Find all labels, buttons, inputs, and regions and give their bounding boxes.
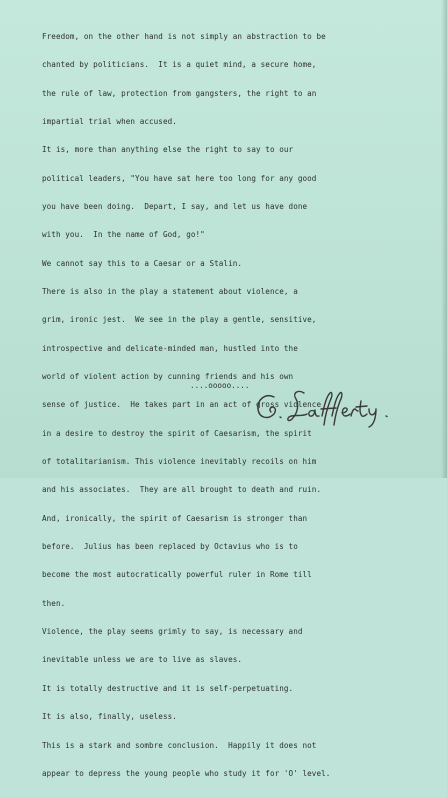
text-line: before. Julius has been replaced by Octavius who is to [42,542,298,552]
text-line: It is, more than anything else the right to say to our [42,145,294,155]
text-line: There is also in the play a statement about violence, a [42,287,298,296]
text-line: political leaders, "You have sat here too long for any good [42,173,317,183]
text-line: It is totally destructive and it is self-perpetuating. [42,683,294,693]
text-line: then. [42,598,66,608]
text-line: sense of justice. He takes part in an act of gross violence [42,400,322,410]
text-line: And, ironically, the spirit of Caesarism is stronger than [42,513,308,523]
text-line: chanted by politicians. It is a quiet mind, a secure home, [42,60,317,70]
text-line: It is also, finally, useless. [42,712,177,722]
text-line: appear to depress the young people who study it for 'O' level. [42,768,331,778]
text-line: impartial trial when accused. [42,116,177,126]
text-line: world of violent action by cunning friends and his own [42,372,294,382]
text-line: inevitable unless we are to live as slaves. [42,655,243,665]
text-line: and his associates. They are all brought to death and ruin. [42,485,322,495]
text-line: grim, ironic jest. We see in the play a gentle, sensitive, [42,315,317,325]
text-line: We cannot say this to a Caesar or a Stalin. [42,258,243,268]
text-line: with you. In the name of God, go!" [42,230,205,240]
text-line: in a desire to destroy the spirit of Caesarism, the spirit [42,428,312,438]
text-line: Freedom, on the other hand is not simply an abstraction to be [42,31,326,41]
text-line: introspective and delicate-minded man, hustled into the [42,343,298,353]
text-line: become the most autocratically powerful ruler in Rome till [42,570,312,580]
text-line: the rule of law, protection from gangsters, the right to an [42,88,317,98]
page-edge-shadow [441,0,447,478]
text-line: of totalitarianism. This violence inevitably recoils on him [42,457,317,467]
section-divider: ....ooooo.... [190,381,250,390]
handwritten-signature [252,387,402,431]
text-line: This is a stark and sombre conclusion. Happily it does not [42,740,317,750]
text-line: you have been doing. Depart, I say, and let us have done [42,201,308,211]
text-line: Violence, the play seems grimly to say, is necessary and [42,627,303,637]
